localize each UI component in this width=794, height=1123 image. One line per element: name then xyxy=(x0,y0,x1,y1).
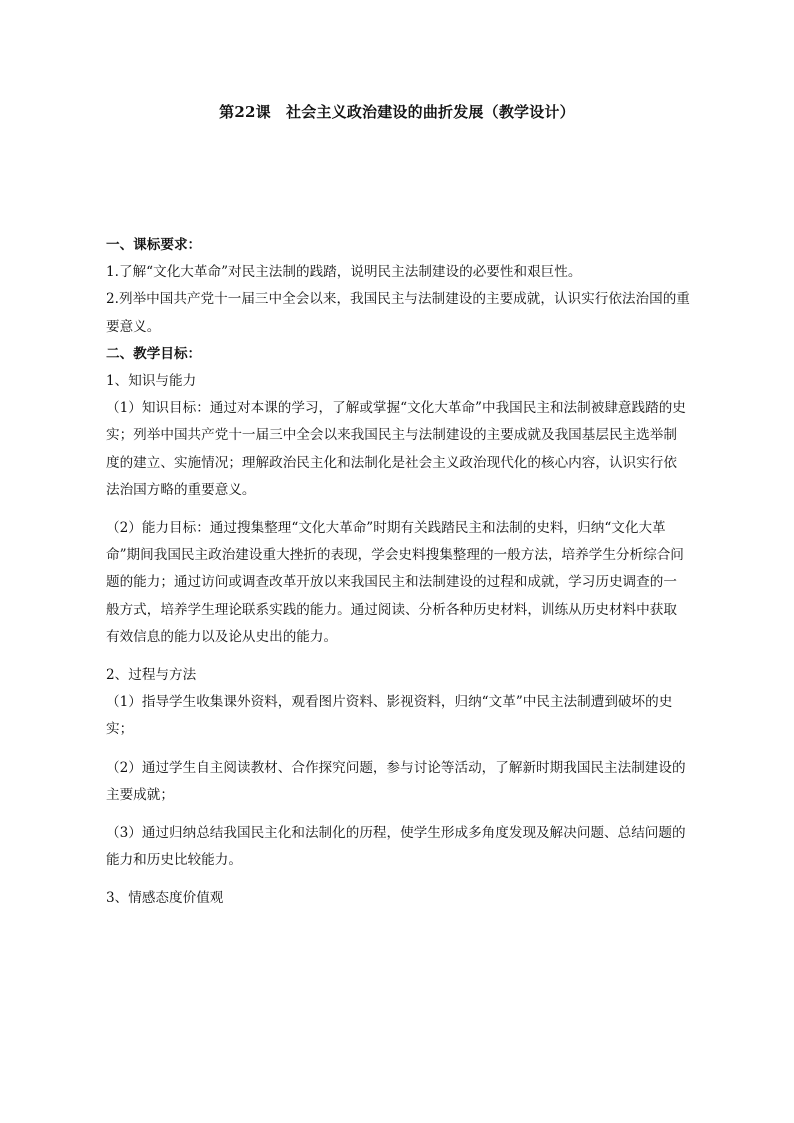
curriculum-item-2: 2.列举中国共产党十一届三中全会以来，我国民主与法制建设的主要成就，认识实行依法治国的重要意义。 xyxy=(106,291,690,335)
paragraph-process-3: （3）通过归纳总结我国民主化和法制化的历程，使学生形成多角度发现及解决问题、总结问题的能力和历史比较能力。 xyxy=(106,825,686,869)
document-title: 第22课 社会主义政治建设的曲折发展（教学设计） xyxy=(219,103,575,121)
section-heading-curriculum: 一、课标要求： xyxy=(106,237,202,253)
paragraph-process-1: （1）指导学生收集课外资料，观看图片资料、影视资料，归纳“文革”中民主法制遭到破坏的史实； xyxy=(106,694,673,738)
subheading-knowledge-ability: 1、知识与能力 xyxy=(106,373,197,390)
paragraph-ability-goal: （2）能力目标：通过搜集整理“文化大革命”时期有关践踏民主和法制的史料，归纳“文化大革命”期间我国民主政治建设重大挫折的表现，学会史料搜集整理的一般方法，培养学生分析综合问题的能力；通过访问或调查改革开放以来我国民主和法制建设的过程和成就，学习历史调查的一般方式，培养学生理论联系实践的能力。通过阅读、分析各种历史材料，训练从历史材料中获取有效信息的能力以及论从史出的能力。 xyxy=(106,520,684,645)
subheading-process-method: 2、过程与方法 xyxy=(106,667,197,684)
paragraph-knowledge-goal: （1）知识目标：通过对本课的学习，了解或掌握“文化大革命”中我国民主和法制被肆意践踏的史实；列举中国共产党十一届三中全会以来我国民主与法制建设的主要成就及我国基层民主选举制度的建立、实施情况；理解政治民主化和法制化是社会主义政治现代化的核心内容，认识实行依法治国方略的重要意义。 xyxy=(106,400,686,498)
curriculum-item-1: 1.了解“文化大革命”对民主法制的践踏，说明民主法制建设的必要性和艰巨性。 xyxy=(106,264,582,281)
document-body xyxy=(106,232,690,913)
subheading-emotion-values: 3、情感态度价值观 xyxy=(106,890,224,907)
paragraph-process-2: （2）通过学生自主阅读教材、合作探究问题，参与讨论等活动，了解新时期我国民主法制建设的主要成就； xyxy=(106,759,686,803)
section-heading-objectives: 二、教学目标： xyxy=(106,345,202,362)
